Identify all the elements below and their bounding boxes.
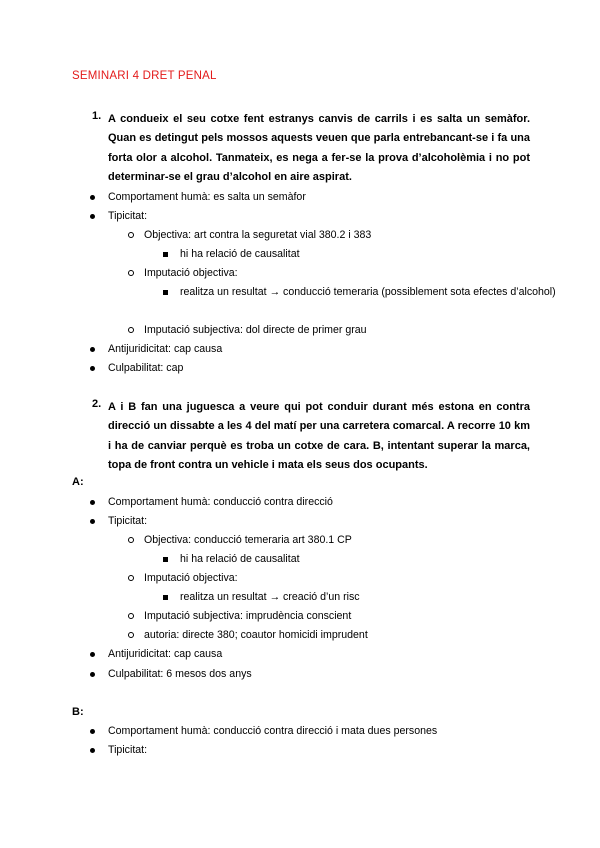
question-2 [92, 398, 530, 476]
circle-bullet-icon [128, 232, 134, 238]
bullet-icon [90, 519, 95, 524]
bullet-icon [90, 366, 95, 371]
circle-bullet-icon [128, 613, 134, 619]
bullet-icon [90, 500, 95, 505]
square-bullet-icon [163, 595, 168, 600]
question-text: A i B fan una juguesca a veure qui pot conduir durant més estona en contra direcció un dissabte a les 4 del matí per una carretera comarcal. A recorre 10 km i ha de canviar perquè es troba un cotxe de cara. B, intentant superar la marca, topa de front contra un vehicle i mata els seus dos ocupants. [108, 401, 530, 472]
circle-bullet-icon [128, 270, 134, 276]
circle-bullet-icon [128, 327, 134, 333]
bullet-icon [90, 748, 95, 753]
square-bullet-icon [163, 290, 168, 295]
bullet-icon [90, 347, 95, 352]
circle-bullet-icon [128, 632, 134, 638]
circle-bullet-icon [128, 537, 134, 543]
question-number: 2. [92, 398, 102, 410]
question-1 [92, 110, 530, 188]
bullet-icon [90, 652, 95, 657]
bullet-icon [90, 195, 95, 200]
bullet-icon [90, 214, 95, 219]
square-bullet-icon [163, 557, 168, 562]
section-label-b: B: [72, 706, 84, 718]
question-number: 1. [92, 110, 102, 122]
square-bullet-icon [163, 252, 168, 257]
question-text: A condueix el seu cotxe fent estranys canvis de carrils i es salta un semàfor. Quan es detingut pels mossos aquests veuen que parla entrebancant-se i fa una forta olor a alcohol. Tanmateix, es nega a fer-se la prova d’alcoholèmia i no pot determinar-se el grau d’alcohol en aire aspirat. [108, 113, 530, 184]
bullet-icon [90, 672, 95, 677]
circle-bullet-icon [128, 575, 134, 581]
document-title: SEMINARI 4 DRET PENAL [72, 70, 217, 82]
bullet-icon [90, 729, 95, 734]
section-label-a: A: [72, 476, 84, 488]
